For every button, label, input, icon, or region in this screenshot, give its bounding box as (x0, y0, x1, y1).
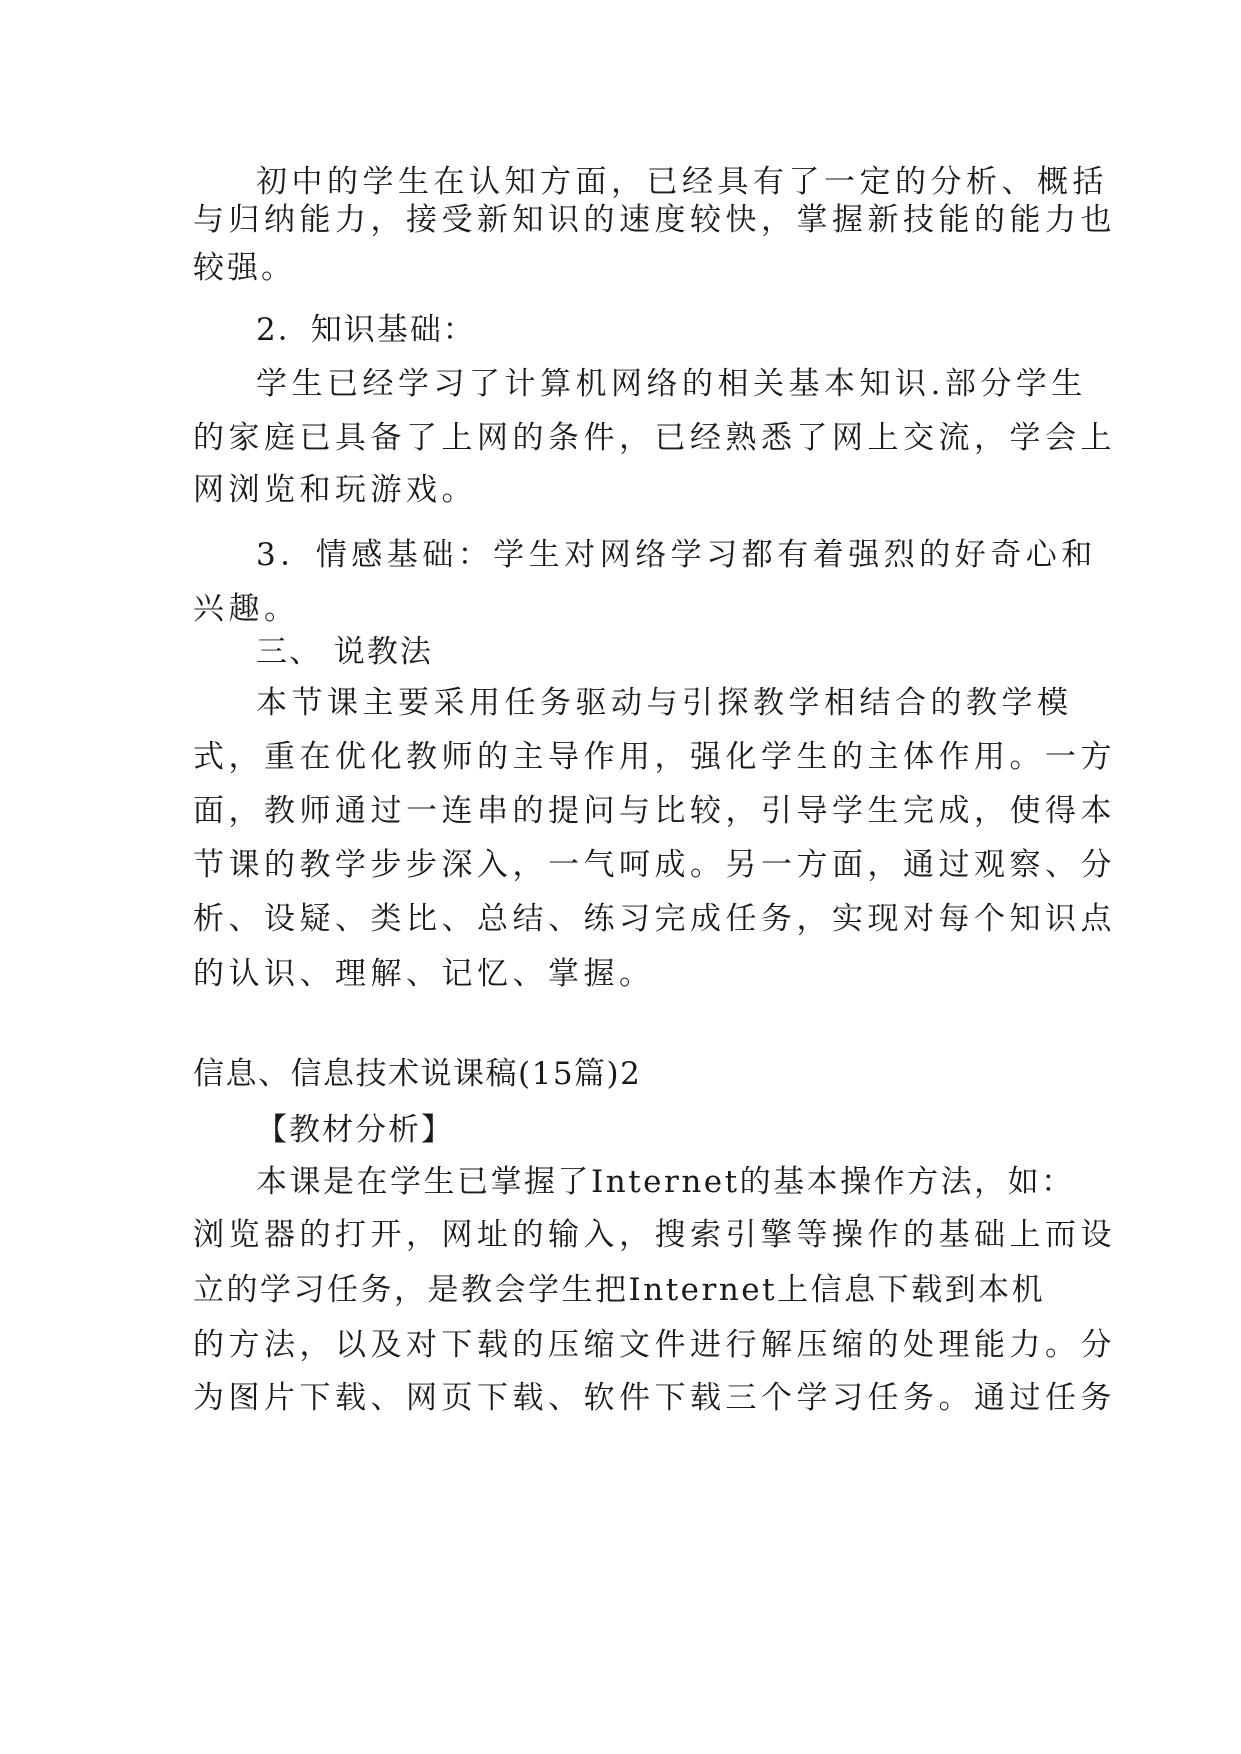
section-heading: 【教材分析】 (256, 1112, 454, 1148)
paragraph-line: 立的学习任务，是教会学生把Internet上信息下载到本机 (193, 1272, 1046, 1308)
paragraph-line: 本节课主要采用任务驱动与引探教学相结合的教学模 (256, 685, 1073, 721)
paragraph-line: 的认识、理解、记忆、掌握。 (193, 956, 655, 992)
paragraph-line: 兴趣。 (193, 591, 300, 627)
paragraph-line: 学生已经学习了计算机网络的相关基本知识.部分学生 (256, 366, 1087, 402)
paragraph-line: 为图片下载、网页下载、软件下载三个学习任务。通过任务 (193, 1380, 1116, 1416)
section-heading: 三、 说教法 (256, 634, 433, 670)
paragraph-line: 节课的教学步步深入，一气呵成。另一方面，通过观察、分 (193, 847, 1116, 883)
section-heading: 2．知识基础： (256, 312, 476, 348)
paragraph-line: 的方法，以及对下载的压缩文件进行解压缩的处理能力。分 (193, 1327, 1116, 1363)
paragraph-line: 3．情感基础：学生对网络学习都有着强烈的好奇心和 (256, 537, 1097, 573)
paragraph-line: 网浏览和玩游戏。 (193, 472, 477, 508)
document-title: 信息、信息技术说课稿(15篇)2 (193, 1056, 642, 1092)
paragraph-line: 的家庭已具备了上网的条件，已经熟悉了网上交流，学会上 (193, 420, 1116, 456)
paragraph-line: 面，教师通过一连串的提问与比较，引导学生完成，使得本 (193, 793, 1116, 829)
paragraph-line: 析、设疑、类比、总结、练习完成任务，实现对每个知识点 (193, 901, 1116, 937)
paragraph-line: 与归纳能力，接受新知识的速度较快，掌握新技能的能力也 (193, 202, 1116, 238)
paragraph-line: 初中的学生在认知方面，已经具有了一定的分析、概括 (256, 164, 1108, 200)
paragraph-line: 本课是在学生已掌握了Internet的基本操作方法，如： (256, 1164, 1075, 1200)
paragraph-line: 较强。 (193, 250, 295, 286)
paragraph-line: 式，重在优化教师的主导作用，强化学生的主体作用。一方 (193, 739, 1116, 775)
paragraph-line: 浏览器的打开，网址的输入，搜索引擎等操作的基础上而设 (193, 1217, 1116, 1253)
